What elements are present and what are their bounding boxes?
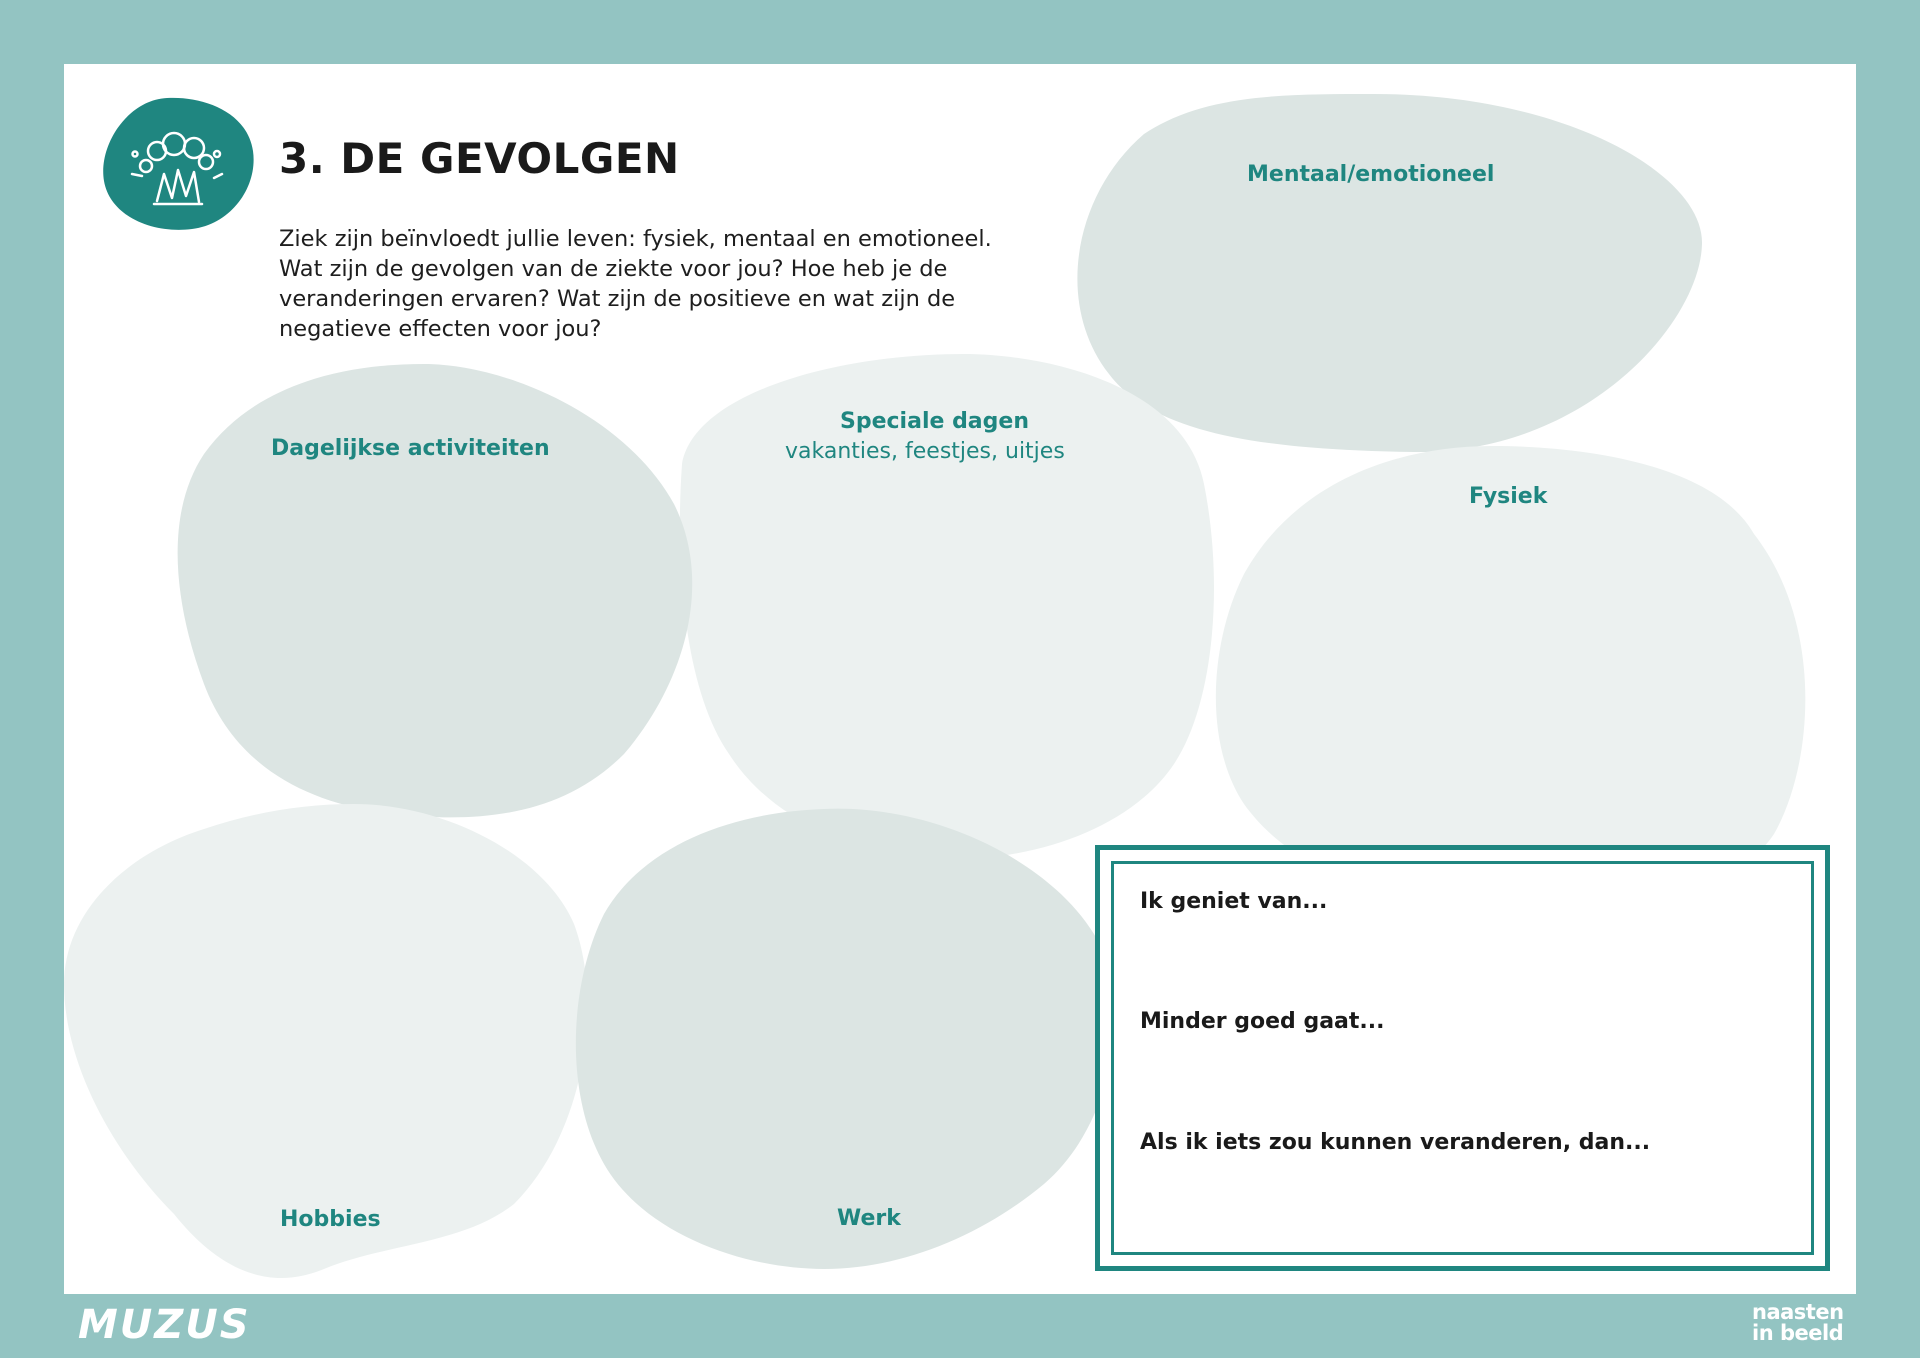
naasten-in-beeld-logo: [1752, 1302, 1862, 1344]
logo-line-2: in beeld: [1752, 1321, 1844, 1345]
prompt-als-ik-iets-zou-veranderen: Als ik iets zou kunnen veranderen, dan...: [1140, 1130, 1651, 1155]
blob-mentaal: [1077, 94, 1702, 452]
explosion-icon: [102, 96, 257, 231]
label-fysiek: Fysiek: [1469, 484, 1548, 509]
label-mentaal-emotioneel: Mentaal/emotioneel: [1247, 162, 1495, 187]
blob-dagelijkse: [178, 364, 693, 817]
label-speciale-dagen-sub: vakanties, feestjes, uitjes: [785, 439, 1065, 464]
blob-fysiek: [1216, 446, 1805, 910]
label-hobbies: Hobbies: [280, 1207, 381, 1232]
prompt-ik-geniet-van: Ik geniet van...: [1140, 889, 1328, 914]
label-speciale-dagen: Speciale dagen: [840, 409, 1029, 434]
prompt-minder-goed-gaat: Minder goed gaat...: [1140, 1009, 1385, 1034]
blob-werk: [576, 809, 1115, 1269]
reflection-box: [1095, 845, 1830, 1271]
worksheet: [64, 64, 1856, 1294]
intro-text: Ziek zijn beïnvloedt jullie leven: fysiek, mentaal en emotioneel. Wat zijn de gevolgen van de ziekte voor jou? Hoe heb je de veranderingen ervaren? Wat zijn de positieve en wat zijn de negatieve effecten voor jou?: [279, 226, 992, 342]
label-dagelijkse-activiteiten: Dagelijkse activiteiten: [271, 436, 550, 461]
page-title: 3. DE GEVOLGEN: [279, 134, 680, 183]
reflection-box-inner: [1111, 861, 1814, 1255]
label-werk: Werk: [837, 1206, 901, 1231]
logo-line-1: naasten: [1752, 1300, 1844, 1324]
muzus-logo: MUZUS: [78, 1302, 251, 1348]
